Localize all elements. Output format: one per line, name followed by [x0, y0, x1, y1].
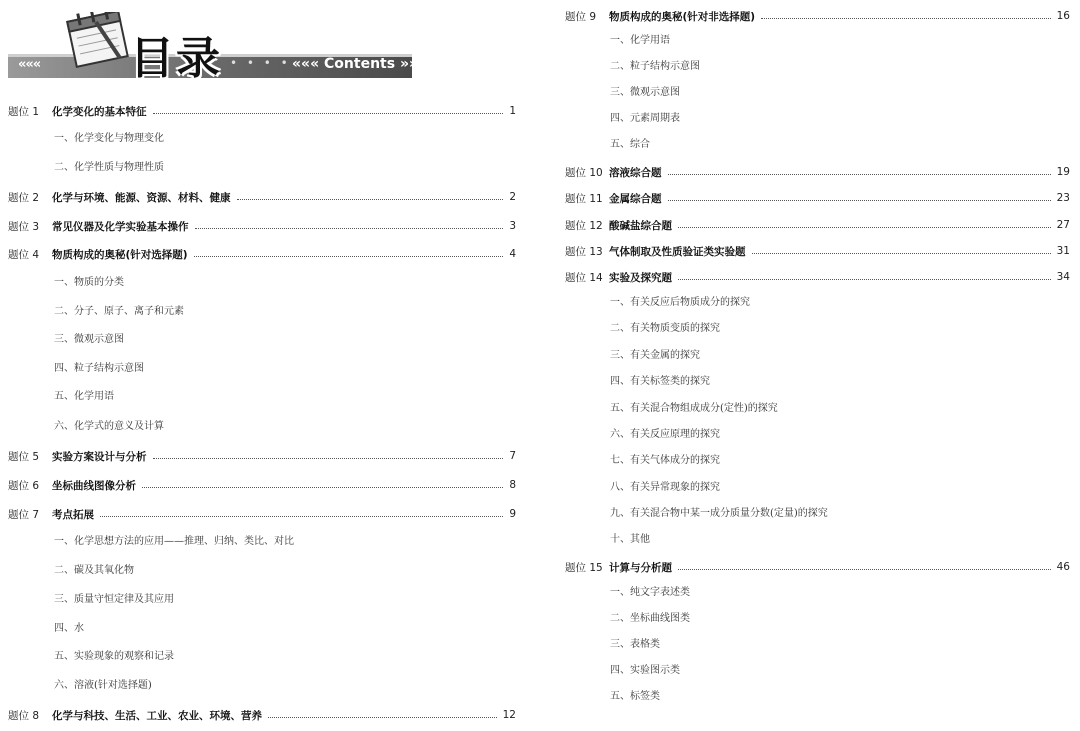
dot-leader — [194, 256, 504, 257]
toc-subentry[interactable]: 八、有关异常现象的探究 — [610, 482, 720, 493]
toc-subentry[interactable]: 三、表格类 — [610, 639, 660, 650]
toc-entry-page: 19 — [1056, 166, 1070, 178]
toc-subentry[interactable]: 五、综合 — [610, 139, 650, 150]
toc-subentry[interactable]: 四、水 — [54, 623, 84, 634]
toc-entry-title: 化学与科技、生活、工业、农业、环境、营养 — [52, 709, 262, 722]
toc-subentry[interactable]: 三、微观示意图 — [610, 87, 680, 98]
toc-subentry[interactable]: 四、粒子结构示意图 — [54, 363, 144, 374]
toc-entry-title: 考点拓展 — [52, 508, 94, 521]
dot-leader — [195, 228, 504, 229]
toc-entry[interactable] — [565, 268, 1070, 286]
toc-entry[interactable] — [565, 242, 1070, 260]
toc-subentry[interactable]: 三、质量守恒定律及其应用 — [54, 594, 174, 605]
toc-subentry[interactable]: 五、标签类 — [610, 691, 660, 702]
toc-entry-page: 3 — [509, 220, 516, 232]
toc-entry-label: 题位 7 — [8, 508, 40, 521]
toc-subentry[interactable]: 四、元素周期表 — [610, 113, 680, 124]
toc-entry-label: 题位 9 — [565, 10, 597, 23]
contents-left-arrows: ««« — [292, 56, 320, 72]
toc-entry-page: 7 — [509, 450, 516, 462]
dot-leader — [678, 569, 1051, 570]
toc-entry[interactable] — [565, 189, 1070, 207]
dot-leader — [668, 200, 1051, 201]
toc-subentry[interactable]: 一、有关反应后物质成分的探究 — [610, 297, 750, 308]
toc-entry-page: 31 — [1056, 245, 1070, 257]
contents-right-arrows: »»» — [399, 56, 428, 72]
dot-leader — [678, 279, 1051, 280]
toc-entry-page: 9 — [509, 508, 516, 520]
toc-subentry[interactable]: 二、坐标曲线图类 — [610, 613, 690, 624]
toc-entry-page: 46 — [1056, 561, 1070, 573]
toc-entry[interactable] — [8, 476, 516, 494]
toc-subentry[interactable]: 一、化学思想方法的应用——推理、归纳、类比、对比 — [54, 536, 294, 547]
dot-leader — [153, 113, 504, 114]
dot-leader — [678, 227, 1051, 228]
toc-entry-page: 23 — [1056, 192, 1070, 204]
contents-word: Contents — [324, 56, 396, 72]
toc-entry-title: 酸碱盐综合题 — [609, 219, 672, 232]
toc-subentry[interactable]: 六、化学式的意义及计算 — [54, 421, 164, 432]
toc-entry-page: 16 — [1056, 10, 1070, 22]
toc-entry-label: 题位 11 — [565, 192, 603, 205]
toc-entry-title: 物质构成的奥秘(针对选择题) — [52, 248, 188, 261]
toc-subentry[interactable]: 六、溶液(针对选择题) — [54, 680, 152, 691]
toc-entry[interactable] — [565, 558, 1070, 576]
toc-subentry[interactable]: 二、有关物质变质的探究 — [610, 323, 720, 334]
toc-entry[interactable] — [8, 706, 516, 724]
toc-entry-label: 题位 15 — [565, 561, 603, 574]
dot-leader — [153, 458, 504, 459]
toc-entry-title: 金属综合题 — [609, 192, 662, 205]
dot-leader — [761, 18, 1051, 19]
toc-entry[interactable] — [8, 102, 516, 120]
toc-subentry[interactable]: 一、化学用语 — [610, 35, 670, 46]
toc-subentry[interactable]: 一、物质的分类 — [54, 277, 124, 288]
toc-entry[interactable] — [8, 447, 516, 465]
toc-entry-title: 计算与分析题 — [609, 561, 672, 574]
toc-subentry[interactable]: 三、微观示意图 — [54, 334, 124, 345]
banner-dots: • • • • — [230, 56, 291, 70]
toc-subentry[interactable]: 四、有关标签类的探究 — [610, 376, 710, 387]
toc-entry-page: 8 — [509, 479, 516, 491]
toc-entry-title: 常见仪器及化学实验基本操作 — [52, 220, 189, 233]
toc-subentry[interactable]: 十、其他 — [610, 534, 650, 545]
page-title: 目录 — [130, 33, 222, 84]
toc-entry-page: 4 — [509, 248, 516, 260]
toc-subentry[interactable]: 五、有关混合物组成成分(定性)的探究 — [610, 403, 778, 414]
toc-entry[interactable] — [8, 188, 516, 206]
toc-subentry[interactable]: 五、实验现象的观察和记录 — [54, 651, 174, 662]
toc-entry-label: 题位 6 — [8, 479, 40, 492]
toc-subentry[interactable]: 五、化学用语 — [54, 391, 114, 402]
toc-entry-title: 化学与环境、能源、资源、材料、健康 — [52, 191, 231, 204]
toc-entry[interactable] — [8, 245, 516, 263]
dot-leader — [237, 199, 504, 200]
toc-entry-label: 题位 13 — [565, 245, 603, 258]
toc-entry-label: 题位 10 — [565, 166, 603, 179]
toc-entry-label: 题位 12 — [565, 219, 603, 232]
toc-subentry[interactable]: 二、粒子结构示意图 — [610, 61, 700, 72]
toc-entry-page: 34 — [1056, 271, 1070, 283]
toc-subentry[interactable]: 二、碳及其氧化物 — [54, 565, 134, 576]
toc-entry[interactable] — [8, 217, 516, 235]
dot-leader — [268, 717, 497, 718]
toc-entry-label: 题位 14 — [565, 271, 603, 284]
toc-entry[interactable] — [8, 505, 516, 523]
contents-banner — [8, 12, 428, 84]
left-arrows: ««« — [18, 57, 41, 72]
toc-subentry[interactable]: 四、实验图示类 — [610, 665, 680, 676]
dot-leader — [752, 253, 1051, 254]
toc-entry-label: 题位 4 — [8, 248, 40, 261]
toc-entry-label: 题位 3 — [8, 220, 40, 233]
toc-entry-title: 实验方案设计与分析 — [52, 450, 147, 463]
toc-entry-title: 气体制取及性质验证类实验题 — [609, 245, 746, 258]
toc-subentry[interactable]: 六、有关反应原理的探究 — [610, 429, 720, 440]
toc-entry-label: 题位 2 — [8, 191, 40, 204]
toc-subentry[interactable]: 二、化学性质与物理性质 — [54, 162, 164, 173]
toc-subentry[interactable]: 三、有关金属的探究 — [610, 350, 700, 361]
toc-entry-page: 1 — [509, 105, 516, 117]
toc-subentry[interactable]: 七、有关气体成分的探究 — [610, 455, 720, 466]
toc-entry-page: 12 — [502, 709, 516, 721]
toc-entry-label: 题位 5 — [8, 450, 40, 463]
toc-entry-label: 题位 8 — [8, 709, 40, 722]
toc-subentry[interactable]: 一、纯文字表述类 — [610, 587, 690, 598]
toc-subentry[interactable]: 一、化学变化与物理变化 — [54, 133, 164, 144]
toc-entry-title: 实验及探究题 — [609, 271, 672, 284]
dot-leader — [100, 516, 503, 517]
toc-entry-title: 溶液综合题 — [609, 166, 662, 179]
toc-subentry[interactable]: 九、有关混合物中某一成分质量分数(定量)的探究 — [610, 508, 828, 519]
contents-label — [292, 56, 427, 72]
toc-entry[interactable] — [565, 163, 1070, 181]
toc-entry-page: 2 — [509, 191, 516, 203]
toc-entry-label: 题位 1 — [8, 105, 40, 118]
toc-entry-title: 化学变化的基本特征 — [52, 105, 147, 118]
dot-leader — [142, 487, 503, 488]
toc-entry[interactable] — [565, 7, 1070, 25]
dot-leader — [668, 174, 1051, 175]
toc-entry[interactable] — [565, 216, 1070, 234]
toc-entry-title: 物质构成的奥秘(针对非选择题) — [609, 10, 756, 23]
toc-entry-title: 坐标曲线图像分析 — [52, 479, 136, 492]
toc-subentry[interactable]: 二、分子、原子、离子和元素 — [54, 306, 184, 317]
toc-entry-page: 27 — [1056, 219, 1070, 231]
